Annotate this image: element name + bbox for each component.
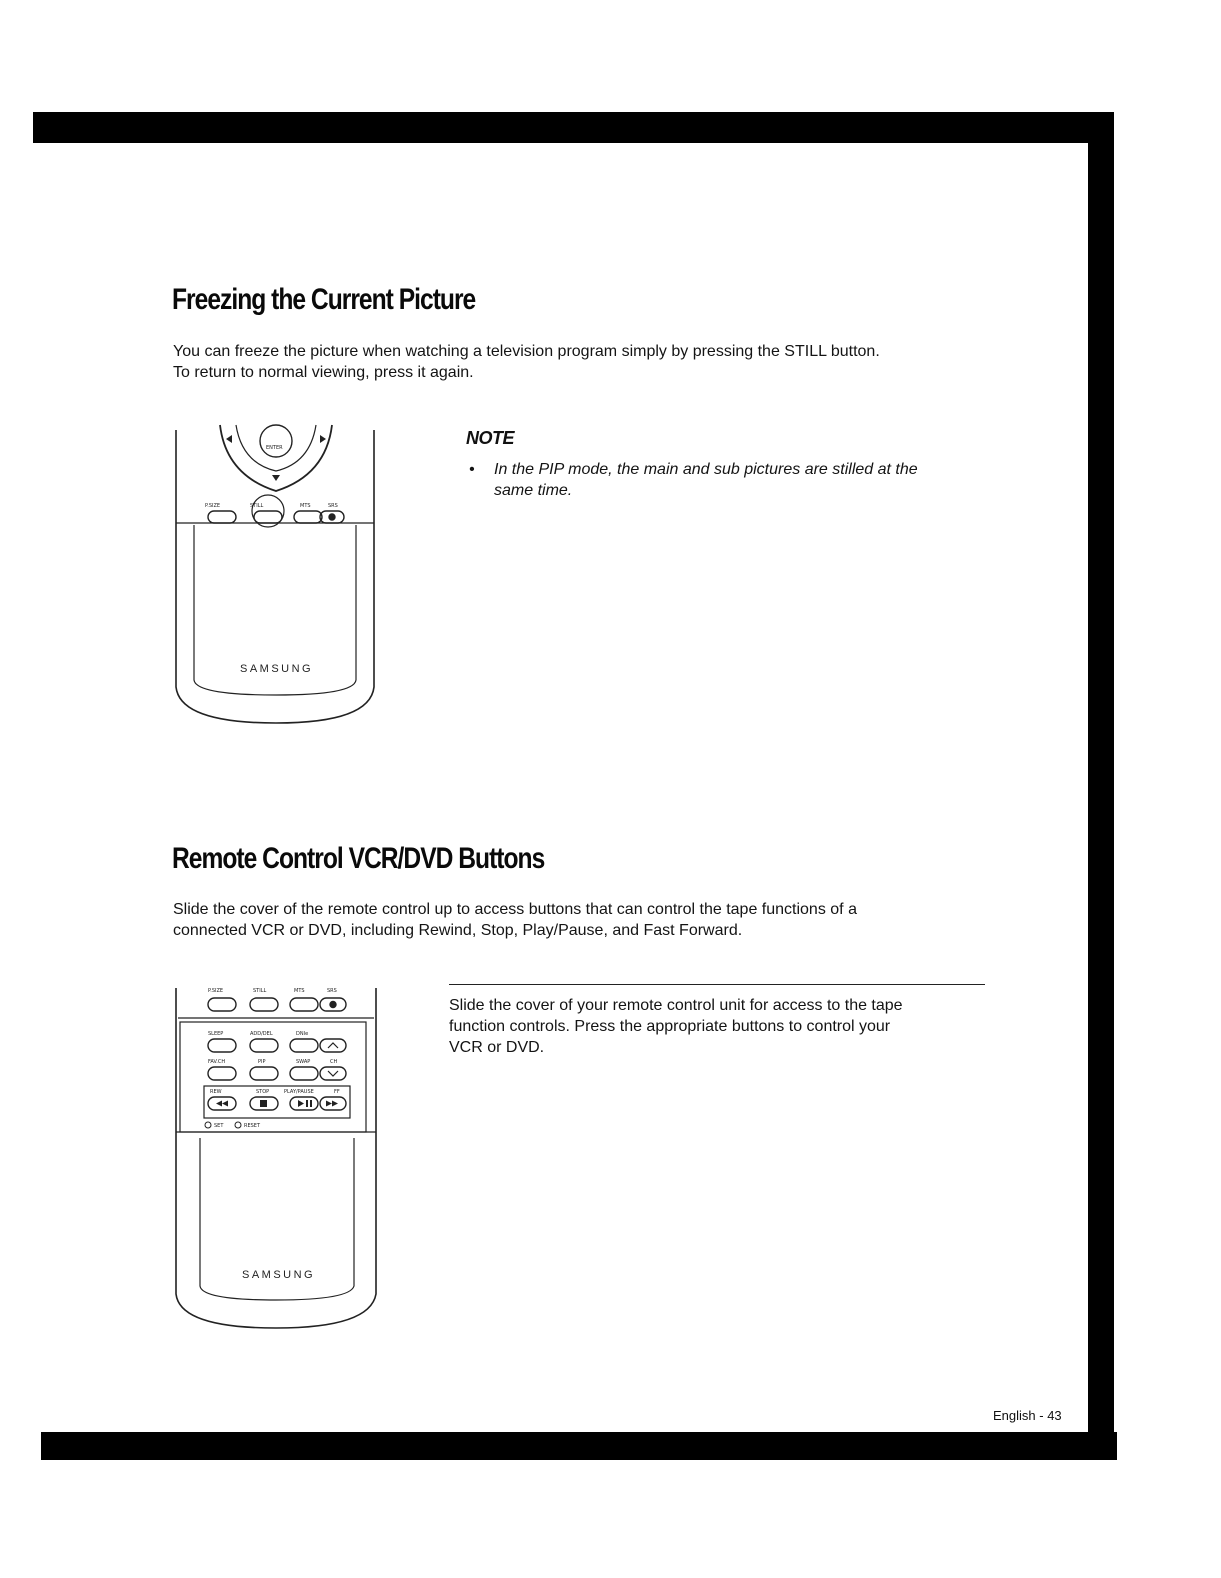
svg-text:PLAY/PAUSE: PLAY/PAUSE: [284, 1089, 314, 1095]
enter-label: ENTER: [266, 445, 283, 451]
svg-text:FF: FF: [334, 1089, 340, 1095]
page-number: English - 43: [993, 1408, 1062, 1423]
remote-vcr-illustration: [170, 982, 382, 1332]
remote-brand-label: SAMSUNG: [240, 663, 314, 675]
svg-text:CH: CH: [330, 1059, 338, 1065]
enter-dpad: [220, 425, 332, 491]
remote-brand-label: SAMSUNG: [242, 1269, 316, 1281]
psize-button: [208, 511, 236, 523]
remote-still-illustration: [170, 425, 382, 727]
side-note-rule: [449, 984, 985, 985]
still-button: [254, 511, 282, 523]
right-border-bar: [1088, 112, 1114, 1434]
note-text: • In the PIP mode, the main and sub pictures are stilled at the same time.: [469, 459, 918, 501]
svg-text:ADD/DEL: ADD/DEL: [250, 1031, 273, 1037]
note-title: NOTE: [466, 428, 515, 448]
mts-label: MTS: [300, 503, 311, 509]
svg-text:REW: REW: [210, 1089, 222, 1095]
svg-text:P.SIZE: P.SIZE: [208, 988, 224, 994]
svg-text:SLEEP: SLEEP: [208, 1031, 224, 1037]
svg-text:PIP: PIP: [258, 1059, 266, 1065]
psize-label: P.SIZE: [205, 503, 221, 509]
svg-text:STOP: STOP: [256, 1089, 270, 1095]
bottom-border-bar: [41, 1432, 1117, 1460]
still-label: STILL: [250, 503, 264, 509]
remote-body-outline: [176, 430, 374, 723]
section-title-freezing: Freezing the Current Picture: [172, 283, 476, 316]
svg-text:FAV.CH: FAV.CH: [208, 1059, 226, 1065]
top-border-bar: [33, 112, 1114, 143]
svg-text:MTS: MTS: [294, 988, 305, 994]
svg-text:STILL: STILL: [253, 988, 267, 994]
side-note-text: Slide the cover of your remote control unit for access to the tape function controls. Press the appropriate buttons to control your VCR or DVD.: [449, 997, 903, 1056]
section-body-vcr-dvd: Slide the cover of the remote control up to access buttons that can control the tape functions of a connected VCR or DVD, including Rewind, Stop, Play/Pause, and Fast Forward.: [173, 901, 857, 939]
section-body-freezing: You can freeze the picture when watching a television program simply by pressing the STILL button. To return to normal viewing, press it again.: [173, 343, 880, 381]
svg-text:SRS: SRS: [327, 988, 337, 994]
svg-text:DNIe: DNIe: [296, 1031, 309, 1037]
mts-button: [294, 511, 322, 523]
section-title-vcr-dvd: Remote Control VCR/DVD Buttons: [172, 842, 545, 875]
svg-text:RESET: RESET: [244, 1123, 261, 1129]
svg-text:SET: SET: [214, 1123, 224, 1129]
srs-label: SRS: [328, 503, 338, 509]
svg-text:SWAP: SWAP: [296, 1059, 311, 1065]
